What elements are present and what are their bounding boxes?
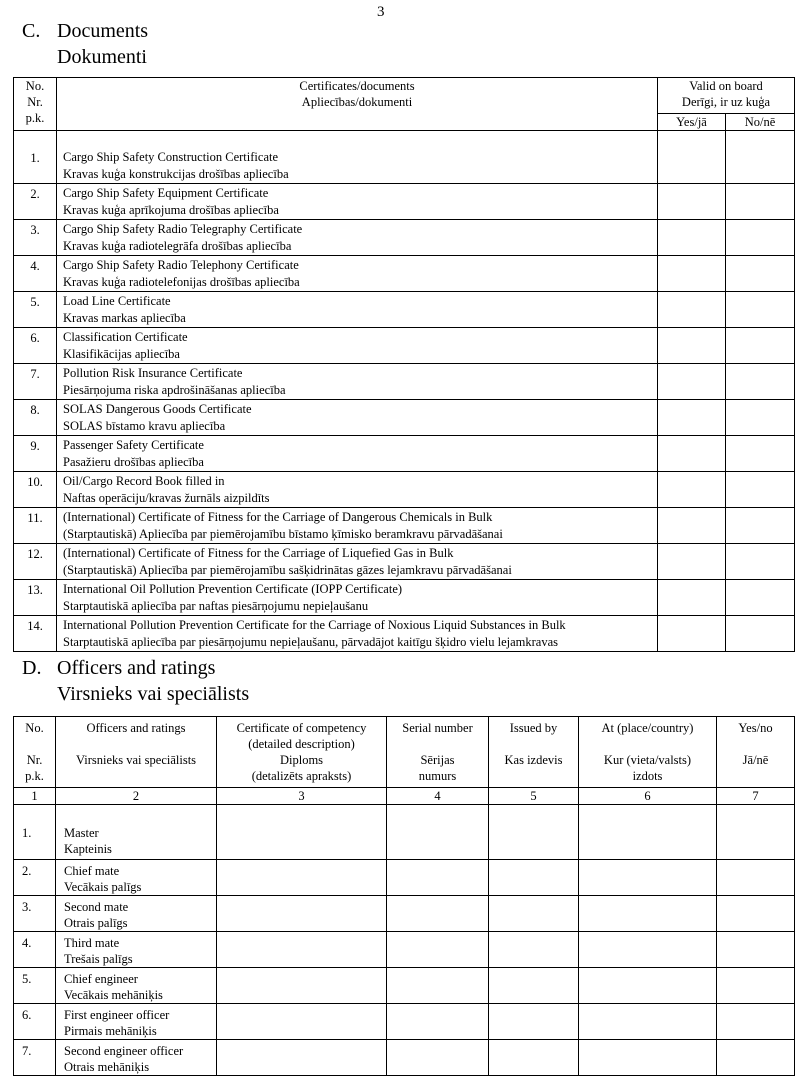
document-row	[14, 220, 795, 256]
column-number: 5	[489, 788, 579, 805]
document-description	[57, 400, 658, 436]
yes-no-cell[interactable]	[717, 805, 795, 860]
document-name-lv: (Starptautiskā) Apliecība par piemērojamību bīstamo ķīmisko beramkravu pārvadāšanai	[63, 527, 503, 541]
serial-number-cell[interactable]	[387, 860, 489, 896]
col-header-issued-by: Issued by Kas izdevis	[489, 717, 579, 788]
documents-table	[13, 77, 795, 652]
section-c-title-lv: Dokumenti	[57, 46, 147, 68]
valid-no-cell[interactable]	[726, 131, 795, 184]
valid-yes-cell[interactable]	[658, 364, 726, 400]
document-number: 8.	[14, 400, 57, 436]
certificate-cell[interactable]	[217, 805, 387, 860]
section-c-heading	[22, 18, 148, 70]
document-description	[57, 436, 658, 472]
document-row	[14, 436, 795, 472]
officer-row	[14, 1004, 795, 1040]
valid-no-cell[interactable]	[726, 292, 795, 328]
officer-description	[56, 805, 217, 860]
place-cell[interactable]	[579, 896, 717, 932]
document-row	[14, 184, 795, 220]
place-cell[interactable]	[579, 860, 717, 896]
document-number: 4.	[14, 256, 57, 292]
column-number: 1	[14, 788, 56, 805]
document-number: 7.	[14, 364, 57, 400]
officer-row	[14, 932, 795, 968]
document-description	[57, 184, 658, 220]
col-header-no: No. Nr. p.k.	[14, 78, 57, 131]
valid-yes-cell[interactable]	[658, 508, 726, 544]
officer-title-lv: Otrais palīgs	[64, 916, 128, 930]
document-number: 11.	[14, 508, 57, 544]
document-description	[57, 364, 658, 400]
issued-by-cell[interactable]	[489, 805, 579, 860]
officer-title-en: Second engineer officer	[64, 1044, 184, 1058]
officer-title-en: First engineer officer	[64, 1008, 170, 1022]
officer-description	[56, 1040, 217, 1076]
certificate-cell[interactable]	[217, 1040, 387, 1076]
document-row	[14, 508, 795, 544]
document-description	[57, 508, 658, 544]
valid-yes-cell[interactable]	[658, 472, 726, 508]
officer-description	[56, 932, 217, 968]
certificate-cell[interactable]	[217, 968, 387, 1004]
document-row	[14, 400, 795, 436]
place-cell[interactable]	[579, 968, 717, 1004]
officer-title-lv: Otrais mehāniķis	[64, 1060, 150, 1074]
issued-by-cell[interactable]	[489, 1004, 579, 1040]
yes-no-cell[interactable]	[717, 932, 795, 968]
column-number: 2	[56, 788, 217, 805]
issued-by-cell[interactable]	[489, 932, 579, 968]
yes-no-cell[interactable]	[717, 1004, 795, 1040]
document-name-lv: Klasifikācijas apliecība	[63, 347, 180, 361]
officer-number: 6.	[14, 1004, 56, 1040]
issued-by-cell[interactable]	[489, 860, 579, 896]
document-name-en: International Pollution Prevention Certificate for the Carriage of Noxious Liquid Substances in Bulk	[63, 618, 566, 632]
document-name-lv: Starptautiskā apliecība par piesārņojumu nepieļaušanu, pārvadājot kaitīgu šķidro vielu lejamkravas	[63, 635, 558, 649]
officer-number: 1.	[14, 805, 56, 860]
officer-title-en: Master	[64, 826, 99, 840]
serial-number-cell[interactable]	[387, 805, 489, 860]
document-description	[57, 544, 658, 580]
yes-no-cell[interactable]	[717, 1040, 795, 1076]
document-row	[14, 256, 795, 292]
officer-title-lv: Kapteinis	[64, 842, 112, 856]
col-header-place: At (place/country) Kur (vieta/valsts) izdots	[579, 717, 717, 788]
document-name-lv: Kravas markas apliecība	[63, 311, 186, 325]
valid-no-cell[interactable]	[726, 508, 795, 544]
place-cell[interactable]	[579, 805, 717, 860]
certificate-cell[interactable]	[217, 896, 387, 932]
document-number: 5.	[14, 292, 57, 328]
document-description	[57, 328, 658, 364]
document-row	[14, 364, 795, 400]
document-description	[57, 256, 658, 292]
column-number: 7	[717, 788, 795, 805]
document-number: 3.	[14, 220, 57, 256]
valid-yes-cell[interactable]	[658, 544, 726, 580]
column-number: 3	[217, 788, 387, 805]
document-row	[14, 131, 795, 184]
valid-no-cell[interactable]	[726, 436, 795, 472]
serial-number-cell[interactable]	[387, 932, 489, 968]
document-name-en: Load Line Certificate	[63, 294, 171, 308]
officer-title-en: Third mate	[64, 936, 120, 950]
document-number: 2.	[14, 184, 57, 220]
document-number: 9.	[14, 436, 57, 472]
document-description	[57, 580, 658, 616]
certificate-cell[interactable]	[217, 860, 387, 896]
officers-table	[13, 716, 795, 1076]
section-d-title-lv: Virsnieks vai speciālists	[57, 683, 250, 705]
document-name-en: SOLAS Dangerous Goods Certificate	[63, 402, 252, 416]
document-name-lv: Kravas kuģa radiotelegrāfa drošības apliecība	[63, 239, 292, 253]
valid-no-cell[interactable]	[726, 220, 795, 256]
valid-no-cell[interactable]	[726, 544, 795, 580]
document-name-lv: Kravas kuģa radiotelefonijas drošības apliecība	[63, 275, 300, 289]
document-number: 6.	[14, 328, 57, 364]
officer-number: 7.	[14, 1040, 56, 1076]
valid-yes-cell[interactable]	[658, 292, 726, 328]
officer-number: 2.	[14, 860, 56, 896]
valid-yes-cell[interactable]	[658, 616, 726, 652]
col-header-no-answer: No/nē	[726, 114, 795, 131]
document-number: 14.	[14, 616, 57, 652]
officer-title-en: Chief mate	[64, 864, 120, 878]
yes-no-cell[interactable]	[717, 896, 795, 932]
officer-title-lv: Vecākais mehāniķis	[64, 988, 163, 1002]
section-c-letter: C.	[22, 20, 41, 42]
officer-number: 5.	[14, 968, 56, 1004]
document-number: 1.	[14, 131, 57, 184]
document-name-en: Oil/Cargo Record Book filled in	[63, 474, 225, 488]
document-name-lv: Naftas operāciju/kravas žurnāls aizpildīts	[63, 491, 270, 505]
document-name-lv: SOLAS bīstamo kravu apliecība	[63, 419, 226, 433]
valid-no-cell[interactable]	[726, 328, 795, 364]
serial-number-cell[interactable]	[387, 1004, 489, 1040]
document-name-en: Cargo Ship Safety Construction Certificate	[63, 150, 279, 164]
officer-row	[14, 896, 795, 932]
document-description	[57, 616, 658, 652]
valid-yes-cell[interactable]	[658, 400, 726, 436]
officer-row	[14, 860, 795, 896]
officer-title-en: Second mate	[64, 900, 129, 914]
section-d-letter: D.	[22, 657, 42, 679]
officer-row	[14, 805, 795, 860]
certificate-cell[interactable]	[217, 932, 387, 968]
document-name-lv: (Starptautiskā) Apliecība par piemērojamību sašķidrinātas gāzes lejamkravu pārvadāšanai	[63, 563, 512, 577]
document-row	[14, 580, 795, 616]
document-name-en: Cargo Ship Safety Radio Telephony Certificate	[63, 258, 299, 272]
document-name-en: Classification Certificate	[63, 330, 188, 344]
document-number: 12.	[14, 544, 57, 580]
document-row	[14, 472, 795, 508]
valid-yes-cell[interactable]	[658, 580, 726, 616]
col-header-documents: Certificates/documents Apliecības/dokumenti	[57, 78, 658, 131]
yes-no-cell[interactable]	[717, 860, 795, 896]
valid-yes-cell[interactable]	[658, 328, 726, 364]
document-description	[57, 292, 658, 328]
valid-yes-cell[interactable]	[658, 436, 726, 472]
officer-description	[56, 968, 217, 1004]
document-row	[14, 292, 795, 328]
column-number: 4	[387, 788, 489, 805]
officer-title-lv: Pirmais mehāniķis	[64, 1024, 157, 1038]
valid-yes-cell[interactable]	[658, 131, 726, 184]
col-header-yes: Yes/jā	[658, 114, 726, 131]
document-name-lv: Pasažieru drošības apliecība	[63, 455, 204, 469]
document-row	[14, 328, 795, 364]
document-name-en: (International) Certificate of Fitness for the Carriage of Dangerous Chemicals in Bulk	[63, 510, 493, 524]
officer-row	[14, 968, 795, 1004]
officer-description	[56, 860, 217, 896]
document-description	[57, 220, 658, 256]
document-name-lv: Piesārņojuma riska apdrošināšanas apliecība	[63, 383, 286, 397]
officer-row	[14, 1040, 795, 1076]
valid-yes-cell[interactable]	[658, 184, 726, 220]
issued-by-cell[interactable]	[489, 1040, 579, 1076]
valid-no-cell[interactable]	[726, 580, 795, 616]
valid-no-cell[interactable]	[726, 400, 795, 436]
yes-no-cell[interactable]	[717, 968, 795, 1004]
valid-no-cell[interactable]	[726, 472, 795, 508]
place-cell[interactable]	[579, 1040, 717, 1076]
document-name-en: (International) Certificate of Fitness for the Carriage of Liquefied Gas in Bulk	[63, 546, 454, 560]
section-c-title-en: Documents	[57, 20, 149, 42]
page-number: 3	[377, 4, 385, 20]
document-name-lv: Starptautiskā apliecība par naftas piesārņojumu nepieļaušanu	[63, 599, 369, 613]
place-cell[interactable]	[579, 932, 717, 968]
document-name-en: Cargo Ship Safety Radio Telegraphy Certificate	[63, 222, 303, 236]
officer-number: 4.	[14, 932, 56, 968]
valid-no-cell[interactable]	[726, 616, 795, 652]
officer-number: 3.	[14, 896, 56, 932]
serial-number-cell[interactable]	[387, 896, 489, 932]
section-d-heading	[22, 655, 249, 707]
document-row	[14, 544, 795, 580]
serial-number-cell[interactable]	[387, 1040, 489, 1076]
issued-by-cell[interactable]	[489, 968, 579, 1004]
valid-no-cell[interactable]	[726, 364, 795, 400]
valid-yes-cell[interactable]	[658, 220, 726, 256]
valid-yes-cell[interactable]	[658, 256, 726, 292]
valid-no-cell[interactable]	[726, 256, 795, 292]
issued-by-cell[interactable]	[489, 896, 579, 932]
officer-title-en: Chief engineer	[64, 972, 138, 986]
col-header-no: No. Nr. p.k.	[14, 717, 56, 788]
section-d-title-en: Officers and ratings	[57, 657, 216, 679]
col-header-officer: Officers and ratings Virsnieks vai speciālists	[56, 717, 217, 788]
column-number: 6	[579, 788, 717, 805]
document-name-lv: Kravas kuģa konstrukcijas drošības apliecība	[63, 167, 289, 181]
serial-number-cell[interactable]	[387, 968, 489, 1004]
officer-description	[56, 1004, 217, 1040]
document-name-en: Cargo Ship Safety Equipment Certificate	[63, 186, 269, 200]
col-header-yes-no: Yes/no Jā/nē	[717, 717, 795, 788]
document-name-lv: Kravas kuģa aprīkojuma drošības apliecība	[63, 203, 279, 217]
valid-no-cell[interactable]	[726, 184, 795, 220]
certificate-cell[interactable]	[217, 1004, 387, 1040]
document-name-en: Pollution Risk Insurance Certificate	[63, 366, 243, 380]
officer-title-lv: Vecākais palīgs	[64, 880, 142, 894]
document-number: 13.	[14, 580, 57, 616]
col-header-serial: Serial number Sērijas numurs	[387, 717, 489, 788]
col-header-valid: Valid on board Derīgi, ir uz kuģa	[658, 78, 795, 114]
officer-title-lv: Trešais palīgs	[64, 952, 133, 966]
document-description	[57, 131, 658, 184]
document-row	[14, 616, 795, 652]
officer-description	[56, 896, 217, 932]
document-description	[57, 472, 658, 508]
document-name-en: Passenger Safety Certificate	[63, 438, 204, 452]
col-header-certificate: Certificate of competency (detailed description) Diploms (detalizēts apraksts)	[217, 717, 387, 788]
document-name-en: International Oil Pollution Prevention Certificate (IOPP Certificate)	[63, 582, 403, 596]
place-cell[interactable]	[579, 1004, 717, 1040]
document-number: 10.	[14, 472, 57, 508]
